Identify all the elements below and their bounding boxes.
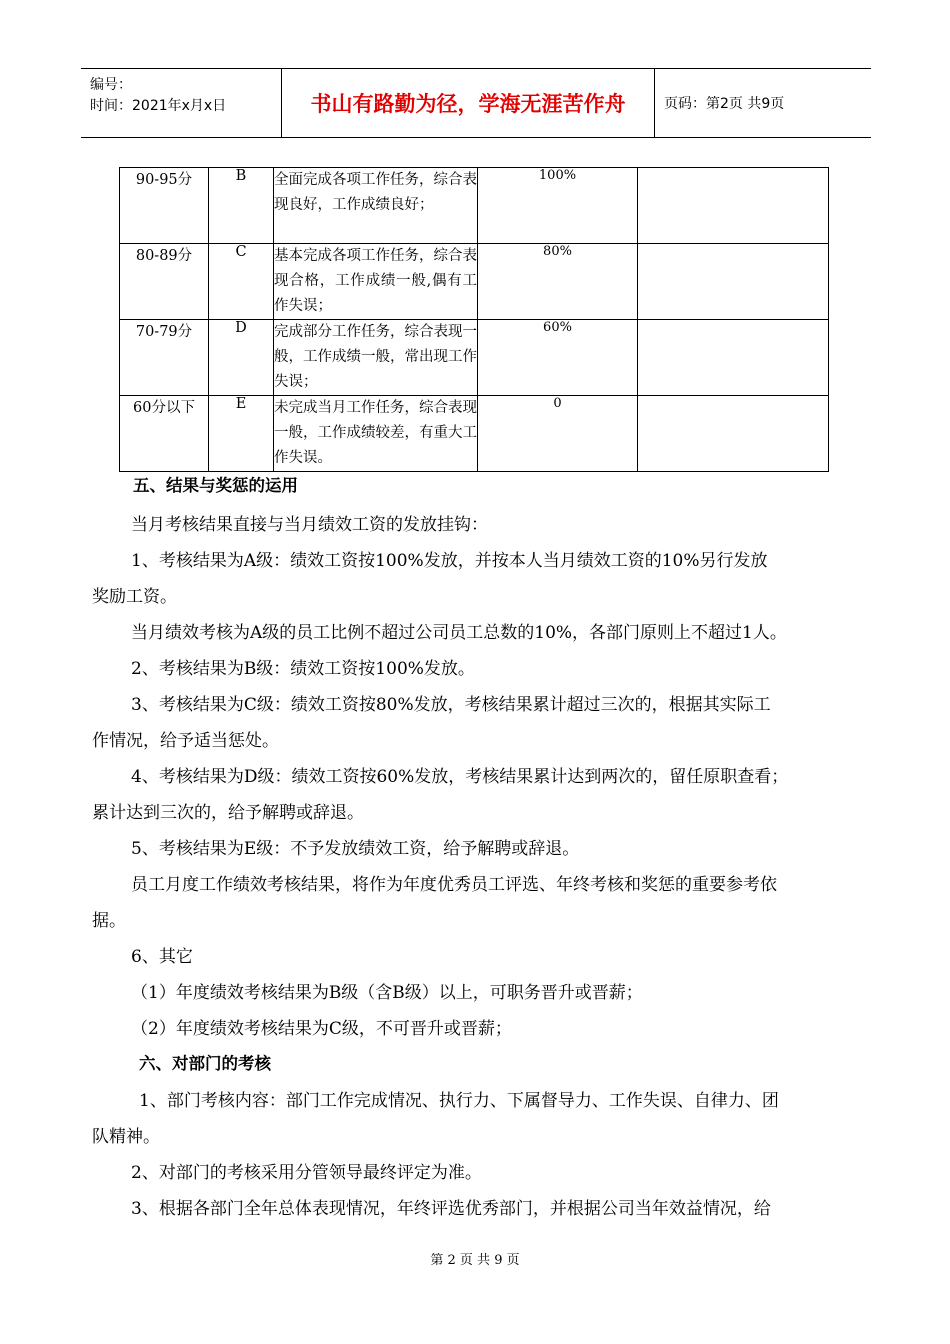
section-heading-department: 六、对部门的考核	[139, 1054, 271, 1073]
paragraph-line: 当月考核结果直接与当月绩效工资的发放挂钩：	[131, 515, 488, 535]
paragraph-line: 据。	[92, 911, 126, 931]
paragraph-line: 队精神。	[92, 1127, 160, 1147]
paragraph-line: 2、考核结果为B级：绩效工资按100%发放。	[131, 659, 475, 679]
note-cell	[638, 320, 829, 396]
paragraph-line: 奖励工资。	[92, 587, 177, 607]
pay-percent-cell: 80%	[478, 244, 638, 320]
grade-cell: C	[209, 244, 274, 320]
paragraph-line: 1、部门考核内容：部门工作完成情况、执行力、下属督导力、工作失误、自律力、团	[139, 1091, 779, 1111]
header-motto: 书山有路勤为径，学海无涯苦作舟	[310, 92, 626, 116]
paragraph-line: 员工月度工作绩效考核结果，将作为年度优秀员工评选、年终考核和奖惩的重要参考依	[131, 875, 777, 895]
score-range-cell: 80-89分	[120, 244, 209, 320]
paragraph-line: 3、考核结果为C级：绩效工资按80%发放，考核结果累计超过三次的，根据其实际工	[131, 695, 771, 715]
page-footer: 第 2 页 共 9 页	[430, 1253, 520, 1268]
paragraph-line: （1）年度绩效考核结果为B级（含B级）以上，可职务晋升或晋薪；	[131, 983, 643, 1003]
paragraph-line: （2）年度绩效考核结果为C级，不可晋升或晋薪；	[131, 1019, 512, 1039]
grade-table	[119, 167, 829, 472]
paragraph-line: 4、考核结果为D级：绩效工资按60%发放，考核结果累计达到两次的，留任原职查看；	[131, 767, 789, 787]
description-cell: 全面完成各项工作任务，综合表现良好，工作成绩良好；	[274, 168, 478, 244]
paragraph-line: 2、对部门的考核采用分管领导最终评定为准。	[131, 1163, 482, 1183]
date-label: 时间：2021年x月x日	[90, 98, 227, 114]
pay-percent-cell: 100%	[478, 168, 638, 244]
pay-percent-cell: 60%	[478, 320, 638, 396]
document-header	[81, 68, 871, 138]
paragraph-line: 6、其它	[131, 947, 193, 967]
table-row	[120, 244, 829, 320]
pay-percent-cell: 0	[478, 396, 638, 472]
table-row	[120, 168, 829, 244]
grade-cell: E	[209, 396, 274, 472]
score-range-cell: 70-79分	[120, 320, 209, 396]
description-cell: 未完成当月工作任务，综合表现一般，工作成绩较差，有重大工作失误。	[274, 396, 478, 472]
note-cell	[638, 168, 829, 244]
serial-number-label: 编号：	[90, 77, 132, 93]
header-page-info: 页码：第2页 共9页	[664, 96, 785, 112]
description-cell: 完成部分工作任务，综合表现一般，工作成绩一般，常出现工作失误；	[274, 320, 478, 396]
grade-cell: B	[209, 168, 274, 244]
header-divider	[654, 69, 655, 137]
paragraph-line: 当月绩效考核为A级的员工比例不超过公司员工总数的10%，各部门原则上不超过1人。	[131, 623, 787, 643]
paragraph-line: 作情况，给予适当惩处。	[92, 731, 279, 751]
score-range-cell: 60分以下	[120, 396, 209, 472]
paragraph-line: 1、考核结果为A级：绩效工资按100%发放，并按本人当月绩效工资的10%另行发放	[131, 551, 768, 571]
paragraph-line: 累计达到三次的，给予解聘或辞退。	[92, 803, 364, 823]
paragraph-line: 3、根据各部门全年总体表现情况，年终评选优秀部门，并根据公司当年效益情况，给	[131, 1199, 771, 1219]
section-heading-results: 五、结果与奖惩的运用	[133, 476, 298, 495]
description-cell: 基本完成各项工作任务，综合表现合格，工作成绩一般,偶有工作失误；	[274, 244, 478, 320]
paragraph-line: 5、考核结果为E级：不予发放绩效工资，给予解聘或辞退。	[131, 839, 580, 859]
score-range-cell: 90-95分	[120, 168, 209, 244]
table-row	[120, 396, 829, 472]
note-cell	[638, 396, 829, 472]
grade-cell: D	[209, 320, 274, 396]
header-meta	[81, 69, 281, 137]
table-row	[120, 320, 829, 396]
note-cell	[638, 244, 829, 320]
